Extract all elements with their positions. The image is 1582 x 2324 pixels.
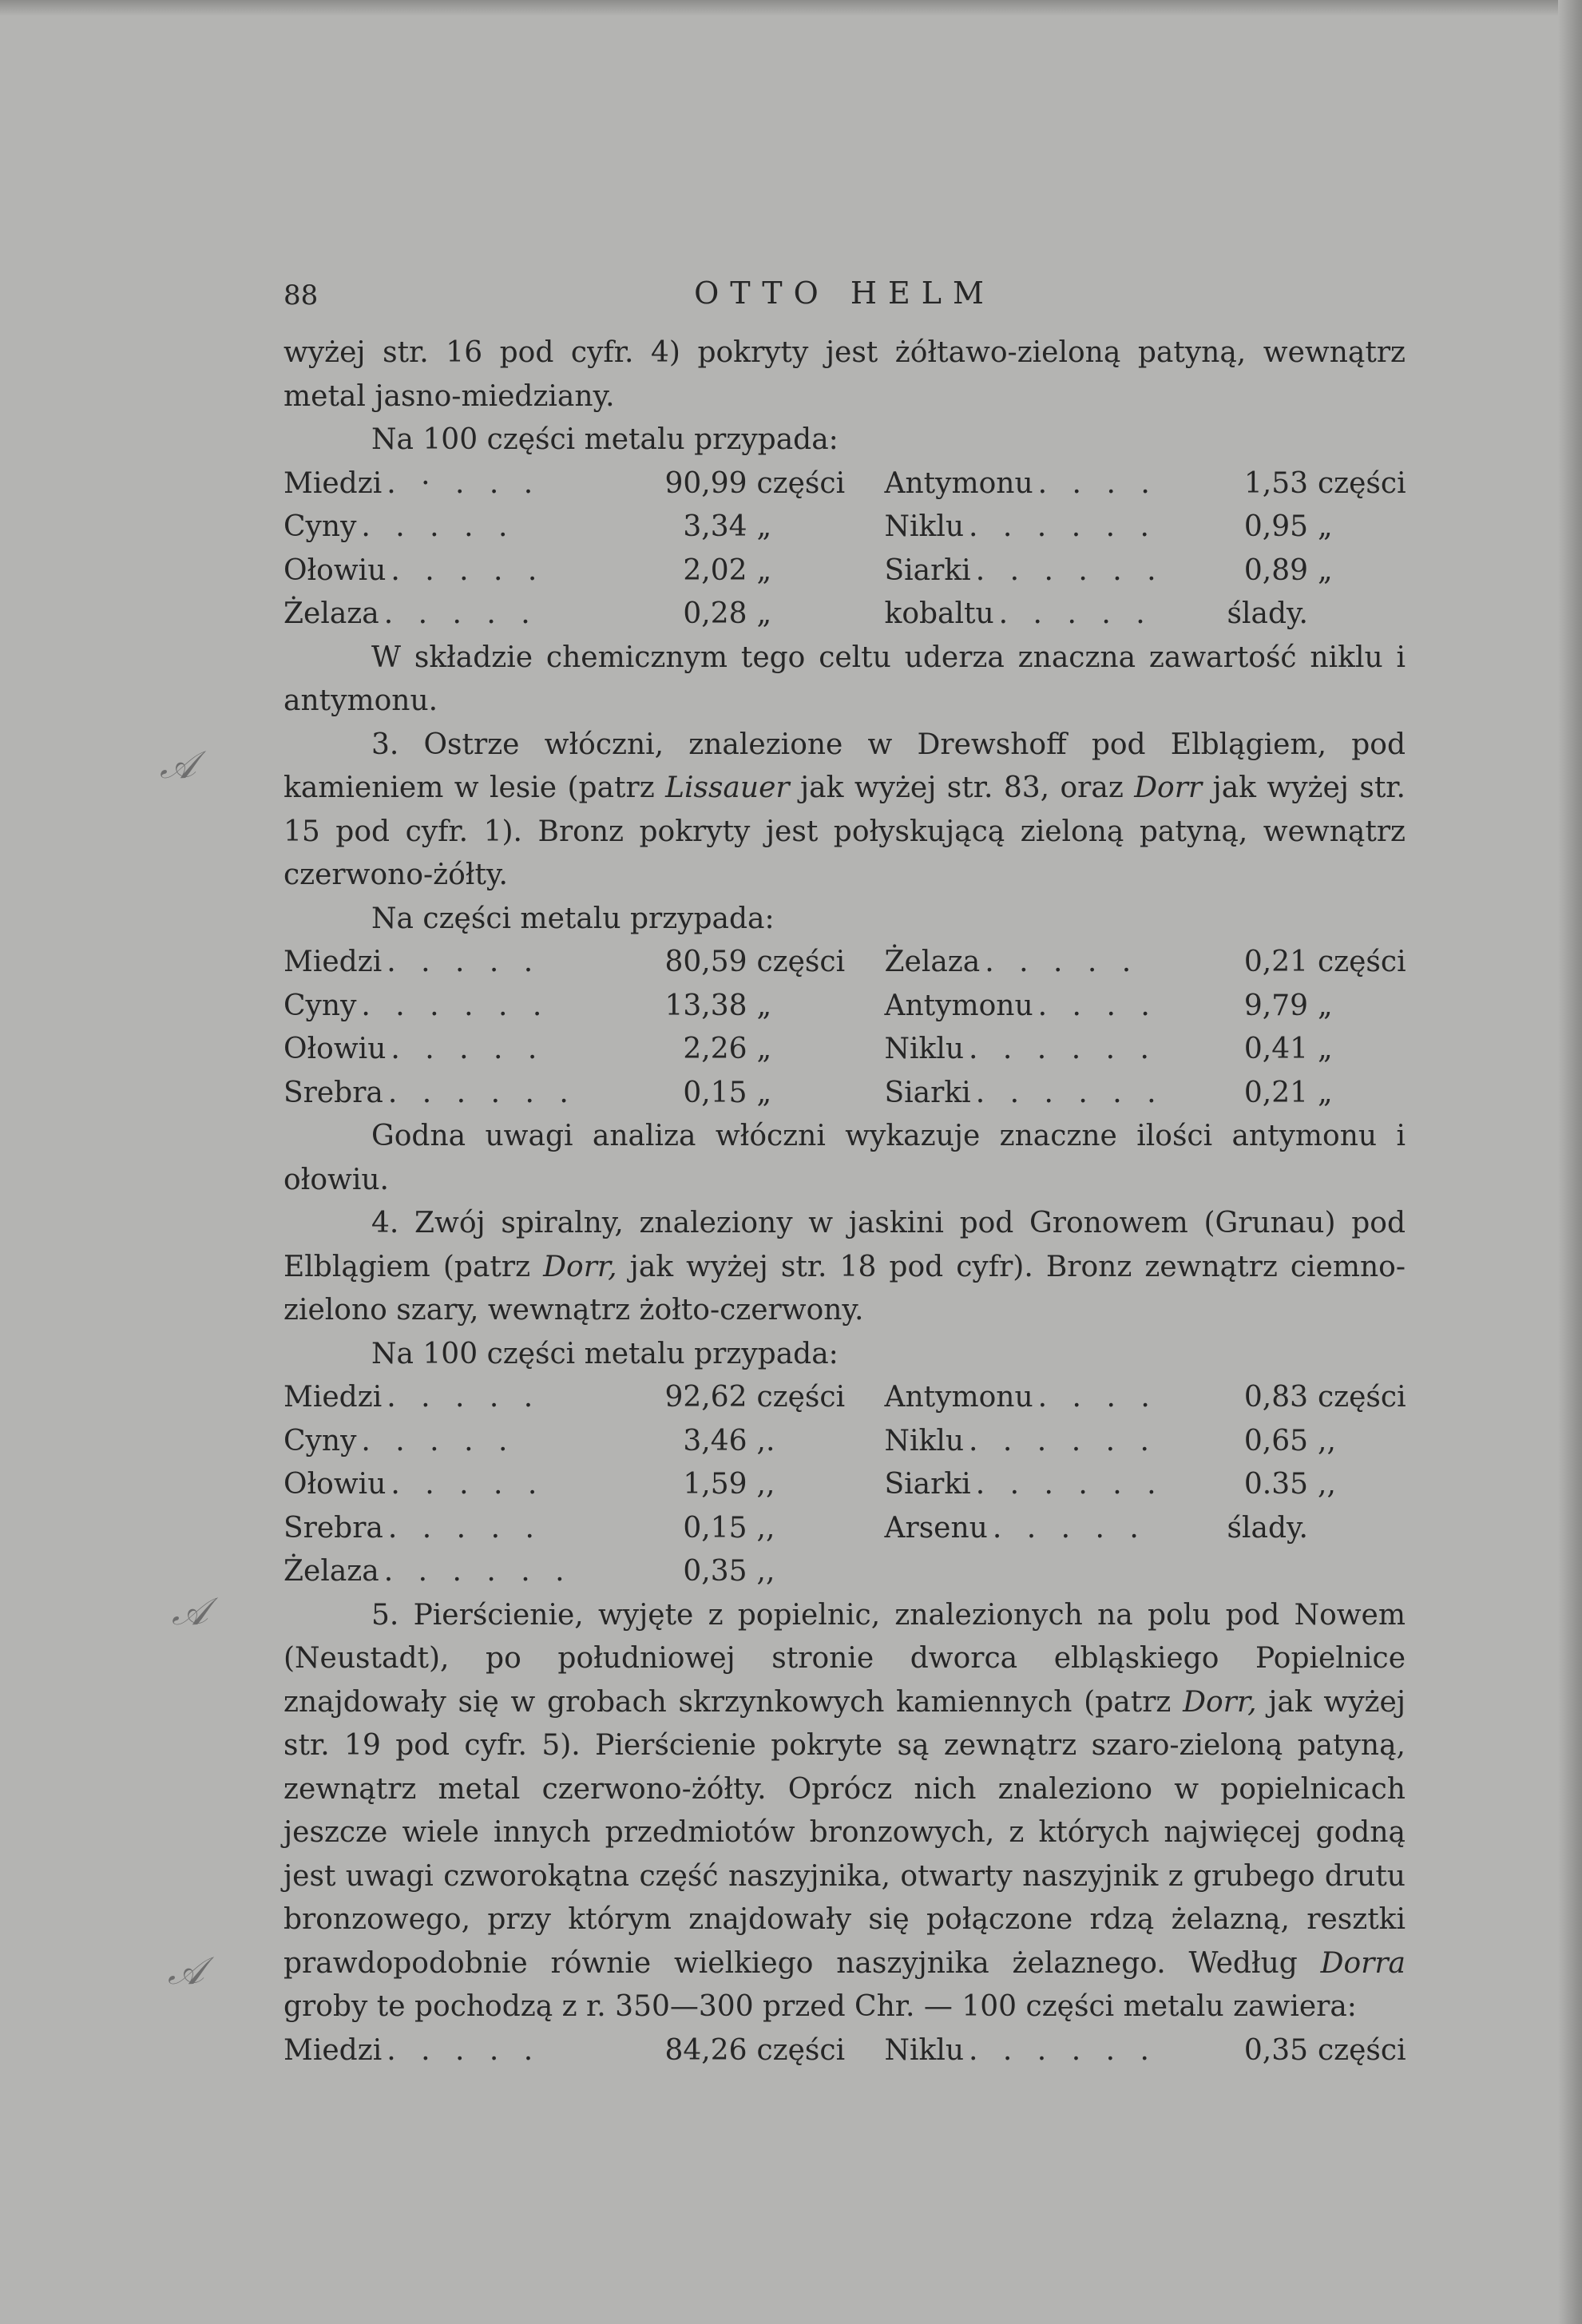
unit-label: części	[756, 946, 846, 978]
element-name: Miedzi	[283, 946, 383, 978]
table-cell	[845, 1028, 1406, 1072]
paragraph-1: wyżej str. 16 pod cyfr. 4) pokryty jest żółtawo-zieloną patyną, wewnątrz metal jasno-miedziany.	[283, 336, 1406, 413]
unit-label: „	[756, 989, 772, 1022]
element-name: Niklu	[884, 510, 965, 543]
element-value: 0,35	[1243, 2033, 1308, 2067]
table-cell	[845, 593, 1406, 637]
element-value: 3,46	[683, 1424, 747, 1457]
dot-leader: . . . . .	[391, 553, 545, 587]
dot-leader: . . . .	[1037, 989, 1158, 1022]
element-name: Siarki	[884, 1468, 971, 1501]
dot-leader: . . . . . .	[361, 989, 550, 1022]
table-cell	[845, 549, 1406, 593]
author-ref: Lissauer	[665, 771, 790, 804]
table-row	[283, 985, 1406, 1029]
paragraph-6: 5. Pierścienie, wyjęte z popielnic, znalezionych na polu pod Nowem (Neustadt), po południowej stronie dworca elbląskiego Popielnice znajdowały się w grobach skrzynkowych kamiennych (patrz Dorr, jak wyżej str. 19 pod cyfr. 5). Pierścienie pokryte są zewnątrz szaro-zieloną patyną, zewnątrz metal czerwono-żółty. Oprócz nich znaleziono w popielnicach jeszcze wiele innych przedmiotów bronzowych, z których najwięcej godną jest uwagi czworokątna część naszyjnika, otwarty naszyjnik z grubego drutu bronzowego, przy którym znajdowały się połączone rdzą żelazną, resztki prawdopodobnie równie wielkiego naszyjnika żelaznego. Według Dorra groby te pochodzą z r. 350—300 przed Chr. — 100 części metalu zawiera:	[283, 1598, 1406, 2023]
element-name: Antymonu	[884, 466, 1033, 500]
element-value: 0,28	[683, 597, 747, 630]
element-name: Miedzi	[283, 2033, 383, 2067]
table-cell	[845, 1550, 1406, 1594]
author-ref: Dorra	[1320, 1946, 1406, 1980]
table-cell	[283, 549, 845, 593]
table-3-caption: Na 100 części metalu przypada:	[371, 1337, 839, 1370]
element-value: 0,21	[1243, 946, 1308, 978]
margin-mark-3: 𝒜	[168, 1949, 204, 1993]
unit-label: ,,	[756, 1511, 775, 1545]
dot-leader: . . . . .	[387, 1511, 542, 1545]
composition-table-2	[283, 941, 1406, 1115]
element-value: 1,53	[1243, 466, 1308, 500]
element-value: 0,95	[1243, 510, 1308, 543]
dot-leader: . . . . . .	[975, 1076, 1164, 1109]
table-cell	[283, 985, 845, 1029]
unit-label: „	[1318, 989, 1333, 1022]
margin-mark-2: 𝒜	[172, 1589, 208, 1634]
unit-label: „	[756, 510, 772, 543]
element-name: Miedzi	[283, 1381, 383, 1414]
table-row	[283, 1507, 1406, 1551]
table-cell	[845, 462, 1406, 506]
element-name: Miedzi	[283, 466, 383, 500]
unit-label: ,,	[1318, 1468, 1336, 1501]
table-row	[283, 2029, 1406, 2073]
element-name: Ołowiu	[283, 1033, 387, 1065]
element-value: 90,99	[664, 466, 747, 500]
table-row	[283, 549, 1406, 593]
table-cell	[845, 2029, 1406, 2073]
dot-leader: . . . . . .	[969, 1424, 1157, 1457]
dot-leader: . . . . . .	[969, 1033, 1157, 1065]
running-title: OTTO HELM	[694, 276, 995, 311]
table-cell	[283, 1376, 845, 1420]
element-name: Cyny	[283, 1424, 357, 1457]
element-value: 3,34	[683, 510, 747, 543]
table-row	[283, 1028, 1406, 1072]
table-row	[283, 941, 1406, 985]
table-cell	[283, 1507, 845, 1551]
element-name: Niklu	[884, 1424, 965, 1457]
element-value: 0,35	[683, 1555, 747, 1588]
scan-edge-right	[1558, 0, 1582, 2324]
table-cell	[283, 941, 845, 985]
table-row	[283, 1376, 1406, 1420]
paragraph-2: W składzie chemicznym tego celtu uderza znaczna zawartość niklu i antymonu.	[283, 640, 1406, 717]
dot-leader: . . . . .	[387, 946, 541, 978]
dot-leader: . . . . .	[361, 510, 516, 543]
unit-label: części	[1318, 946, 1406, 978]
table-cell	[845, 1072, 1406, 1116]
element-name: Antymonu	[884, 989, 1033, 1022]
dot-leader: . . . . .	[391, 1468, 545, 1501]
dot-leader: . . . . .	[391, 1033, 545, 1065]
dot-leader: . . . . . .	[969, 510, 1157, 543]
scan-edge-top	[0, 0, 1582, 16]
unit-label: części	[1318, 466, 1406, 500]
unit-label	[1308, 1507, 1406, 1551]
table-cell	[845, 1463, 1406, 1507]
element-name: kobaltu	[884, 597, 994, 630]
element-value: 0,89	[1243, 553, 1308, 587]
dot-leader: . . . . .	[985, 946, 1140, 978]
element-name: Srebra	[283, 1076, 383, 1109]
margin-mark-1: 𝒜	[160, 743, 196, 787]
table-cell	[283, 2029, 845, 2073]
dot-leader: . . . . . .	[383, 1555, 573, 1588]
table-row	[283, 593, 1406, 637]
table-cell	[283, 1028, 845, 1072]
element-name: Siarki	[884, 553, 971, 587]
unit-label: części	[1318, 2033, 1406, 2067]
unit-label: części	[756, 1381, 846, 1414]
dot-leader: . . . .	[1037, 466, 1158, 500]
table-cell	[845, 1420, 1406, 1464]
unit-label: „	[756, 553, 772, 587]
table-cell	[283, 1072, 845, 1116]
unit-label: ,,	[756, 1468, 775, 1501]
dot-leader: . . . . .	[387, 2033, 541, 2067]
element-value: 0,41	[1243, 1033, 1308, 1065]
unit-label: „	[1318, 1076, 1333, 1109]
unit-label: „	[756, 1033, 772, 1065]
dot-leader: . . . . .	[361, 1424, 516, 1457]
element-name: Żelaza	[283, 1555, 379, 1588]
paragraph-5: 4. Zwój spiralny, znaleziony w jaskini pod Gronowem (Grunau) pod Elblągiem (patrz Dorr, jak wyżej str. 18 pod cyfr). Bronz zewnątrz ciemno-zielono szary, wewnątrz żołto-czerwony.	[283, 1207, 1406, 1327]
element-name: Cyny	[283, 989, 357, 1022]
element-name: Cyny	[283, 510, 357, 543]
unit-label: „	[1318, 553, 1333, 587]
table-1-caption: Na 100 części metalu przypada:	[371, 423, 839, 456]
dot-leader: . . . . .	[998, 597, 1153, 630]
element-value: 0,21	[1243, 1076, 1308, 1109]
element-value: 0,15	[683, 1076, 747, 1109]
table-cell	[283, 1463, 845, 1507]
element-name: Żelaza	[884, 946, 981, 978]
author-ref: Dorr	[1134, 771, 1203, 804]
unit-label	[1308, 593, 1406, 637]
author-ref: Dorr,	[543, 1250, 617, 1283]
table-row	[283, 1072, 1406, 1116]
element-name: Ołowiu	[283, 1468, 387, 1501]
page	[283, 276, 1406, 2072]
element-name: Niklu	[884, 1033, 965, 1065]
table-cell	[283, 462, 845, 506]
element-value: 84,26	[664, 2033, 747, 2067]
unit-label: części	[1318, 1381, 1406, 1414]
element-name: Arsenu	[884, 1511, 988, 1545]
table-2-caption: Na części metalu przypada:	[371, 902, 775, 935]
element-name: Antymonu	[884, 1381, 1033, 1414]
unit-label: „	[1318, 1033, 1333, 1065]
unit-label: „	[756, 1076, 772, 1109]
unit-label: ,.	[756, 1424, 775, 1457]
dot-leader: . . . . .	[387, 1381, 541, 1414]
table-row	[283, 1463, 1406, 1507]
page-number: 88	[283, 280, 319, 311]
author-ref: Dorr,	[1183, 1685, 1257, 1719]
table-row	[283, 462, 1406, 506]
unit-label: części	[756, 466, 846, 500]
composition-table-3	[283, 1376, 1406, 1594]
element-value: 0,65	[1243, 1424, 1308, 1457]
element-value: 0.35	[1243, 1468, 1308, 1501]
element-value: 13,38	[664, 989, 747, 1022]
unit-label: ,,	[756, 1555, 775, 1588]
element-value: 80,59	[664, 946, 747, 978]
element-name: Siarki	[884, 1076, 971, 1109]
table-cell	[845, 985, 1406, 1029]
element-value: 2,02	[683, 553, 747, 587]
dot-leader: . . . . . .	[969, 2033, 1157, 2067]
composition-table-1	[283, 462, 1406, 637]
dot-leader: . . . . .	[383, 597, 538, 630]
dot-leader: . . . . . .	[975, 1468, 1164, 1501]
table-cell	[283, 1420, 845, 1464]
dot-leader: . . . . . .	[975, 553, 1164, 587]
dot-leader: . . . . .	[992, 1511, 1147, 1545]
unit-label: ,,	[1318, 1424, 1336, 1457]
element-name: Żelaza	[283, 597, 379, 630]
dot-leader: . . . .	[1037, 1381, 1158, 1414]
element-value: 1,59	[683, 1468, 747, 1501]
element-value: 2,26	[683, 1033, 747, 1065]
unit-label: „	[1318, 510, 1333, 543]
table-cell	[845, 941, 1406, 985]
element-value: 0,83	[1243, 1381, 1308, 1414]
table-cell	[845, 1507, 1406, 1551]
element-value: ślady.	[1227, 597, 1308, 630]
element-name: Niklu	[884, 2033, 965, 2067]
dot-leader: . · . . .	[387, 466, 541, 500]
table-cell	[845, 506, 1406, 549]
table-row	[283, 506, 1406, 549]
element-value: 0,15	[683, 1511, 747, 1545]
element-value: 9,79	[1243, 989, 1308, 1022]
element-name: Ołowiu	[283, 553, 387, 587]
unit-label: „	[756, 597, 772, 630]
table-cell	[283, 593, 845, 637]
element-value: ślady.	[1227, 1511, 1308, 1545]
composition-table-4	[283, 2029, 1406, 2073]
table-cell	[845, 1376, 1406, 1420]
dot-leader: . . . . . .	[387, 1076, 577, 1109]
paragraph-4: Godna uwagi analiza włóczni wykazuje znaczne ilości antymonu i ołowiu.	[283, 1120, 1406, 1196]
element-name: Srebra	[283, 1511, 383, 1545]
paragraph-3: 3. Ostrze włóczni, znalezione w Drewshoff pod Elblągiem, pod kamieniem w lesie (patrz Lissauer jak wyżej str. 83, oraz Dorr jak wyżej str. 15 pod cyfr. 1). Bronz pokryty jest połyskującą zieloną patyną, wewnątrz czerwono-żółty.	[283, 728, 1406, 891]
page-header	[283, 276, 1406, 331]
table-cell	[283, 506, 845, 549]
unit-label: części	[756, 2033, 846, 2067]
table-row	[283, 1550, 1406, 1594]
table-cell	[283, 1550, 845, 1594]
element-value: 92,62	[664, 1381, 747, 1414]
table-row	[283, 1420, 1406, 1464]
